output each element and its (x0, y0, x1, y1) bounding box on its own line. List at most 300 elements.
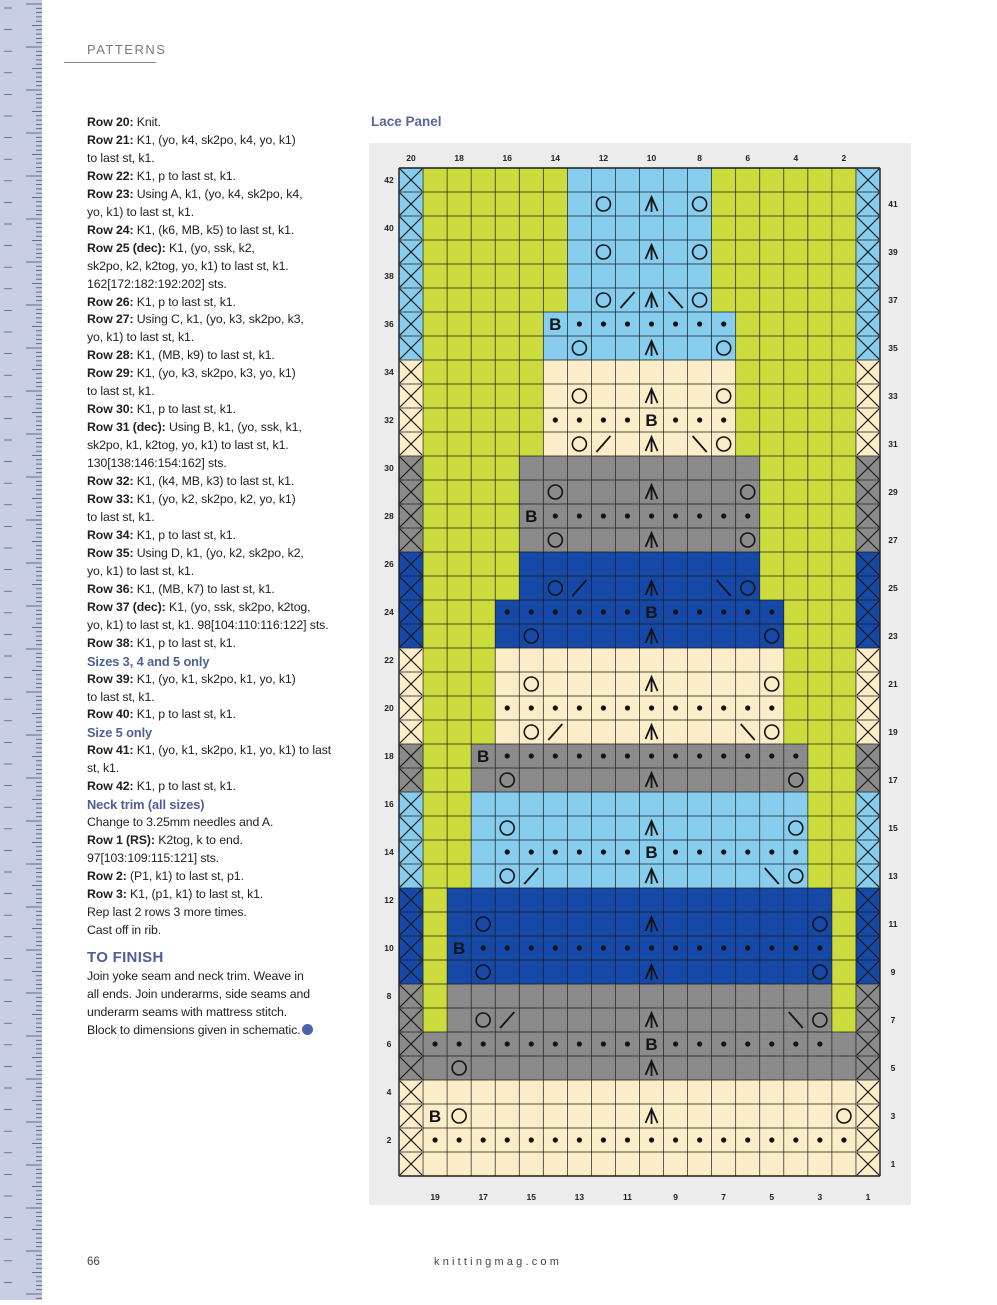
top-column-label: 2 (841, 153, 847, 163)
top-column-label: 18 (454, 153, 464, 163)
row-label: Row 28: (87, 348, 134, 363)
purl-dot-symbol (601, 417, 606, 422)
right-row-label: 7 (890, 1015, 896, 1025)
purl-dot-symbol (697, 945, 702, 950)
row-label: Row 22: (87, 168, 134, 183)
instruction-row (87, 635, 349, 653)
row-label: Row 30: (87, 402, 134, 417)
purl-dot-symbol (601, 513, 606, 518)
purl-dot-symbol (817, 945, 822, 950)
purl-dot-symbol (769, 1137, 774, 1142)
instruction-row (87, 868, 349, 886)
purl-dot-symbol (481, 945, 486, 950)
purl-dot-symbol (529, 945, 534, 950)
right-row-label: 11 (888, 919, 898, 929)
row-text: Using C, k1, (yo, k3, sk2po, k3, (133, 312, 304, 327)
row-text: K1, (MB, k9) to last st, k1. (133, 348, 275, 363)
purl-dot-symbol (505, 1041, 510, 1046)
subheading: Neck trim (all sizes) (87, 797, 205, 813)
purl-dot-symbol (505, 1137, 510, 1142)
purl-dot-symbol (577, 753, 582, 758)
purl-dot-symbol (697, 513, 702, 518)
purl-dot-symbol (721, 417, 726, 422)
instruction-line: yo, k1) to last st, k1. 98[104:110:116:122] sts. (87, 617, 329, 632)
purl-dot-symbol (505, 945, 510, 950)
row-text: K2tog, k to end. (154, 833, 243, 848)
bottom-column-label: 13 (574, 1192, 585, 1202)
purl-dot-symbol (529, 1041, 534, 1046)
right-row-label: 33 (888, 391, 898, 401)
left-row-label: 42 (384, 175, 394, 185)
purl-dot-symbol (769, 945, 774, 950)
left-row-label: 16 (384, 799, 394, 809)
make-bobble-symbol: B (549, 315, 562, 334)
left-row-label: 20 (384, 703, 394, 713)
instruction-row (87, 311, 349, 329)
purl-dot-symbol (721, 1137, 726, 1142)
row-label: Row 41: (87, 743, 134, 758)
purl-dot-symbol (769, 609, 774, 614)
purl-dot-symbol (697, 849, 702, 854)
instruction-row (87, 671, 349, 689)
left-row-label: 12 (384, 895, 394, 905)
right-row-label: 29 (888, 487, 898, 497)
purl-dot-symbol (673, 609, 678, 614)
instruction-row (87, 132, 349, 150)
instruction-row (87, 491, 349, 509)
left-row-label: 38 (384, 271, 394, 281)
left-row-label: 24 (384, 607, 394, 617)
bottom-column-label: 3 (817, 1192, 823, 1202)
purl-dot-symbol (697, 321, 702, 326)
purl-dot-symbol (529, 609, 534, 614)
purl-dot-symbol (697, 1137, 702, 1142)
right-row-label: 15 (888, 823, 898, 833)
instruction-row (87, 545, 349, 563)
row-text: K1, (MB, k7) to last st, k1. (133, 581, 275, 596)
purl-dot-symbol (481, 1137, 486, 1142)
purl-dot-symbol (649, 1137, 654, 1142)
purl-dot-symbol (601, 945, 606, 950)
purl-dot-symbol (793, 1041, 798, 1046)
instruction-row (87, 294, 349, 312)
purl-dot-symbol (697, 609, 702, 614)
top-column-label: 12 (598, 153, 609, 163)
site-url: knittingmag.com (434, 1256, 563, 1268)
purl-dot-symbol (793, 753, 798, 758)
row-text: K1, (k6, MB, k5) to last st, k1. (133, 222, 295, 237)
purl-dot-symbol (577, 1137, 582, 1142)
instruction-row (87, 365, 349, 383)
left-row-label: 2 (386, 1135, 392, 1145)
purl-dot-symbol (649, 321, 654, 326)
instruction-row (87, 778, 349, 796)
purl-dot-symbol (673, 1041, 678, 1046)
instruction-line: Change to 3.25mm needles and A. (87, 815, 274, 830)
purl-dot-symbol (481, 1041, 486, 1046)
instruction-row (87, 742, 349, 760)
purl-dot-symbol (505, 753, 510, 758)
section-rule (64, 62, 156, 63)
left-row-label: 18 (384, 751, 394, 761)
row-label: Row 39: (87, 671, 134, 686)
left-row-label: 10 (384, 943, 394, 953)
right-row-label: 35 (888, 343, 898, 353)
purl-dot-symbol (769, 705, 774, 710)
purl-dot-symbol (745, 753, 750, 758)
instruction-row (87, 168, 349, 186)
purl-dot-symbol (601, 321, 606, 326)
purl-dot-symbol (721, 321, 726, 326)
purl-dot-symbol (745, 513, 750, 518)
left-row-label: 6 (386, 1039, 392, 1049)
top-column-label: 16 (502, 153, 512, 163)
purl-dot-symbol (721, 609, 726, 614)
purl-dot-symbol (529, 1137, 534, 1142)
purl-dot-symbol (625, 417, 630, 422)
row-text: Using D, k1, (yo, k2, sk2po, k2, (133, 545, 304, 560)
purl-dot-symbol (553, 849, 558, 854)
purl-dot-symbol (697, 417, 702, 422)
instruction-line: underarm seams with mattress stitch. (87, 1004, 288, 1019)
purl-dot-symbol (625, 705, 630, 710)
purl-dot-symbol (601, 705, 606, 710)
top-column-label: 20 (406, 153, 416, 163)
right-row-label: 9 (890, 967, 896, 977)
make-bobble-symbol: B (525, 507, 538, 526)
row-text: K1, p to last st, k1. (133, 294, 236, 309)
purl-dot-symbol (721, 753, 726, 758)
instruction-line: sk2po, k1, k2tog, yo, k1) to last st, k1. (87, 438, 289, 453)
instruction-row (87, 222, 349, 240)
row-label: Row 3: (87, 886, 127, 901)
row-label: Row 27: (87, 312, 134, 327)
purl-dot-symbol (625, 849, 630, 854)
purl-dot-symbol (673, 1137, 678, 1142)
purl-dot-symbol (649, 945, 654, 950)
pattern-instructions (87, 114, 349, 1040)
purl-dot-symbol (505, 849, 510, 854)
purl-dot-symbol (553, 609, 558, 614)
purl-dot-symbol (432, 1041, 437, 1046)
row-text: (P1, k1) to last st, p1. (126, 869, 244, 884)
top-column-label: 6 (745, 153, 751, 163)
instruction-row (87, 581, 349, 599)
top-column-label: 10 (646, 153, 657, 163)
row-text: Knit. (133, 115, 161, 129)
make-bobble-symbol: B (477, 747, 490, 766)
purl-dot-symbol (457, 1137, 462, 1142)
row-text: K1, (yo, k4, sk2po, k4, yo, k1) (133, 132, 296, 147)
left-row-label: 36 (384, 319, 394, 329)
purl-dot-symbol (553, 945, 558, 950)
purl-dot-symbol (817, 1041, 822, 1046)
instruction-line: to last st, k1. (87, 689, 155, 704)
subheading: Size 5 only (87, 725, 153, 741)
purl-dot-symbol (625, 321, 630, 326)
make-bobble-symbol: B (645, 843, 658, 862)
make-bobble-symbol: B (645, 1035, 658, 1054)
purl-dot-symbol (457, 1041, 462, 1046)
purl-dot-symbol (601, 849, 606, 854)
purl-dot-symbol (553, 513, 558, 518)
right-row-label: 25 (888, 583, 898, 593)
row-text: K1, (yo, k3, sk2po, k3, yo, k1) (133, 366, 296, 381)
lace-panel-chart (369, 143, 911, 1205)
bottom-column-label: 15 (526, 1192, 537, 1202)
instruction-row (87, 706, 349, 724)
row-text: K1, (yo, k2, sk2po, k2, yo, k1) (133, 492, 296, 507)
right-row-label: 1 (890, 1159, 896, 1169)
purl-dot-symbol (721, 513, 726, 518)
chart-title: Lace Panel (371, 114, 442, 129)
purl-dot-symbol (577, 609, 582, 614)
row-label: Row 31 (dec): (87, 420, 166, 435)
right-row-label: 41 (888, 199, 898, 209)
bottom-column-label: 17 (478, 1192, 488, 1202)
row-label: Row 2: (87, 869, 127, 884)
purl-dot-symbol (745, 849, 750, 854)
right-row-label: 39 (888, 247, 898, 257)
row-text: K1, p to last st, k1. (133, 168, 236, 183)
purl-dot-symbol (625, 753, 630, 758)
purl-dot-symbol (625, 1137, 630, 1142)
row-label: Row 42: (87, 779, 134, 794)
purl-dot-symbol (673, 513, 678, 518)
instruction-row (87, 832, 349, 850)
purl-dot-symbol (793, 849, 798, 854)
row-text: K1, p to last st, k1. (133, 527, 236, 542)
left-row-label: 14 (384, 847, 394, 857)
instruction-line: yo, k1) to last st, k1. (87, 204, 195, 219)
instruction-line: to last st, k1. (87, 150, 155, 165)
purl-dot-symbol (505, 705, 510, 710)
row-label: Row 35: (87, 545, 134, 560)
subheading: Sizes 3, 4 and 5 only (87, 653, 210, 669)
bottom-column-label: 11 (622, 1192, 632, 1202)
purl-dot-symbol (601, 1137, 606, 1142)
make-bobble-symbol: B (645, 603, 658, 622)
end-mark-icon (302, 1024, 313, 1035)
row-label: Row 32: (87, 474, 134, 489)
purl-dot-symbol (577, 513, 582, 518)
purl-dot-symbol (673, 321, 678, 326)
instruction-row (87, 527, 349, 545)
purl-dot-symbol (721, 1041, 726, 1046)
instruction-line: 130[138:146:154:162] sts. (87, 456, 227, 471)
row-text: K1, (yo, ssk, sk2po, k2tog, (165, 599, 311, 614)
bottom-column-label: 19 (430, 1192, 440, 1202)
purl-dot-symbol (745, 1137, 750, 1142)
row-label: Row 33: (87, 492, 134, 507)
purl-dot-symbol (745, 945, 750, 950)
purl-dot-symbol (721, 849, 726, 854)
instruction-row (87, 473, 349, 491)
instruction-line: yo, k1) to last st, k1. (87, 330, 195, 345)
purl-dot-symbol (697, 753, 702, 758)
purl-dot-symbol (673, 753, 678, 758)
instruction-row (87, 240, 349, 258)
left-row-label: 8 (386, 991, 392, 1001)
purl-dot-symbol (649, 705, 654, 710)
row-label: Row 34: (87, 527, 134, 542)
purl-dot-symbol (673, 417, 678, 422)
right-row-label: 17 (888, 775, 898, 785)
make-bobble-symbol: B (452, 939, 466, 958)
purl-dot-symbol (721, 705, 726, 710)
ruler-edge (42, 0, 52, 1300)
left-row-label: 4 (386, 1087, 392, 1097)
purl-dot-symbol (841, 1137, 846, 1142)
purl-dot-symbol (553, 1137, 558, 1142)
row-text: K1, (k4, MB, k3) to last st, k1. (133, 474, 295, 489)
instruction-row (87, 347, 349, 365)
instruction-line: Join yoke seam and neck trim. Weave in (87, 968, 304, 983)
purl-dot-symbol (601, 1041, 606, 1046)
row-text: K1, p to last st, k1. (133, 707, 236, 722)
ruler-strip (0, 0, 52, 1300)
page-number: 66 (87, 1256, 100, 1268)
instruction-row (87, 599, 349, 617)
purl-dot-symbol (745, 705, 750, 710)
purl-dot-symbol (577, 705, 582, 710)
purl-dot-symbol (625, 1041, 630, 1046)
purl-dot-symbol (577, 849, 582, 854)
row-label: Row 36: (87, 581, 134, 596)
bottom-column-label: 7 (721, 1192, 727, 1202)
instruction-row (87, 186, 349, 204)
left-row-label: 26 (384, 559, 394, 569)
purl-dot-symbol (769, 753, 774, 758)
row-text: K1, (yo, k1, sk2po, k1, yo, k1) (133, 671, 296, 686)
row-label: Row 40: (87, 707, 134, 722)
purl-dot-symbol (745, 1041, 750, 1046)
purl-dot-symbol (601, 609, 606, 614)
bottom-column-label: 5 (769, 1192, 775, 1202)
purl-dot-symbol (601, 753, 606, 758)
purl-dot-symbol (553, 705, 558, 710)
instruction-line: st, k1. (87, 761, 120, 776)
section-heading: TO FINISH (87, 948, 164, 966)
bottom-column-label: 9 (673, 1192, 678, 1202)
right-row-label: 37 (888, 295, 898, 305)
instruction-line: Rep last 2 rows 3 more times. (87, 904, 247, 919)
purl-dot-symbol (553, 417, 558, 422)
purl-dot-symbol (553, 753, 558, 758)
purl-dot-symbol (625, 609, 630, 614)
row-text: K1, (yo, k1, sk2po, k1, yo, k1) to last (133, 743, 332, 758)
right-row-label: 23 (888, 631, 898, 641)
purl-dot-symbol (529, 705, 534, 710)
purl-dot-symbol (529, 849, 534, 854)
purl-dot-symbol (649, 753, 654, 758)
make-bobble-symbol: B (645, 411, 658, 430)
purl-dot-symbol (745, 609, 750, 614)
row-label: Row 1 (RS): (87, 833, 155, 848)
row-text: Using B, k1, (yo, ssk, k1, (165, 420, 302, 435)
left-row-label: 30 (384, 463, 394, 473)
purl-dot-symbol (649, 513, 654, 518)
purl-dot-symbol (577, 945, 582, 950)
purl-dot-symbol (505, 609, 510, 614)
left-row-label: 34 (384, 367, 394, 377)
left-row-label: 22 (384, 655, 394, 665)
right-row-label: 21 (888, 679, 898, 689)
row-label: Row 25 (dec): (87, 240, 166, 255)
instruction-line: yo, k1) to last st, k1. (87, 563, 195, 578)
instruction-line: Cast off in rib. (87, 922, 162, 937)
top-column-label: 8 (697, 153, 702, 163)
row-label: Row 37 (dec): (87, 599, 166, 614)
right-row-label: 27 (888, 535, 898, 545)
row-text: K1, p to last st, k1. (133, 779, 236, 794)
purl-dot-symbol (673, 705, 678, 710)
instruction-line: Block to dimensions given in schematic. (87, 1022, 349, 1040)
purl-dot-symbol (817, 1137, 822, 1142)
instruction-row (87, 401, 349, 419)
right-row-label: 3 (890, 1111, 896, 1121)
row-label: Row 29: (87, 366, 134, 381)
purl-dot-symbol (529, 753, 534, 758)
row-label: Row 23: (87, 186, 134, 201)
right-row-label: 13 (888, 871, 898, 881)
right-row-label: 19 (888, 727, 898, 737)
left-row-label: 32 (384, 415, 394, 425)
bottom-column-label: 1 (865, 1192, 871, 1202)
row-text: K1, p to last st, k1. (133, 402, 236, 417)
purl-dot-symbol (577, 417, 582, 422)
row-label: Row 26: (87, 294, 134, 309)
purl-dot-symbol (769, 1041, 774, 1046)
instruction-line: 162[172:182:192:202] sts. (87, 276, 227, 291)
row-text: K1, (p1, k1) to last st, k1. (126, 886, 264, 901)
make-bobble-symbol: B (428, 1107, 442, 1126)
row-text: K1, (yo, ssk, k2, (165, 240, 255, 255)
section-label: PATTERNS (87, 42, 167, 57)
row-label: Row 38: (87, 635, 134, 650)
purl-dot-symbol (673, 945, 678, 950)
purl-dot-symbol (721, 945, 726, 950)
instruction-row (87, 886, 349, 904)
top-column-label: 14 (550, 153, 561, 163)
instruction-row (87, 419, 349, 437)
instruction-row (87, 114, 349, 132)
purl-dot-symbol (577, 1041, 582, 1046)
purl-dot-symbol (793, 1137, 798, 1142)
right-row-label: 31 (888, 439, 898, 449)
row-text: K1, p to last st, k1. (133, 635, 236, 650)
instruction-line: all ends. Join underarms, side seams and (87, 986, 310, 1001)
purl-dot-symbol (577, 321, 582, 326)
right-row-label: 5 (890, 1063, 896, 1073)
instruction-line: to last st, k1. (87, 384, 155, 399)
row-label: Row 24: (87, 222, 134, 237)
purl-dot-symbol (625, 513, 630, 518)
instruction-line: 97[103:109:115:121] sts. (87, 851, 220, 866)
purl-dot-symbol (793, 945, 798, 950)
purl-dot-symbol (432, 1137, 437, 1142)
left-row-label: 28 (384, 511, 394, 521)
row-text: Using A, k1, (yo, k4, sk2po, k4, (133, 186, 303, 201)
purl-dot-symbol (673, 849, 678, 854)
purl-dot-symbol (553, 1041, 558, 1046)
chart-svg (369, 143, 911, 1205)
left-row-label: 40 (384, 223, 394, 233)
instruction-line: sk2po, k2, k2tog, yo, k1) to last st, k1. (87, 258, 289, 273)
row-label: Row 21: (87, 132, 134, 147)
row-label: Row 20: (87, 115, 134, 129)
purl-dot-symbol (625, 945, 630, 950)
